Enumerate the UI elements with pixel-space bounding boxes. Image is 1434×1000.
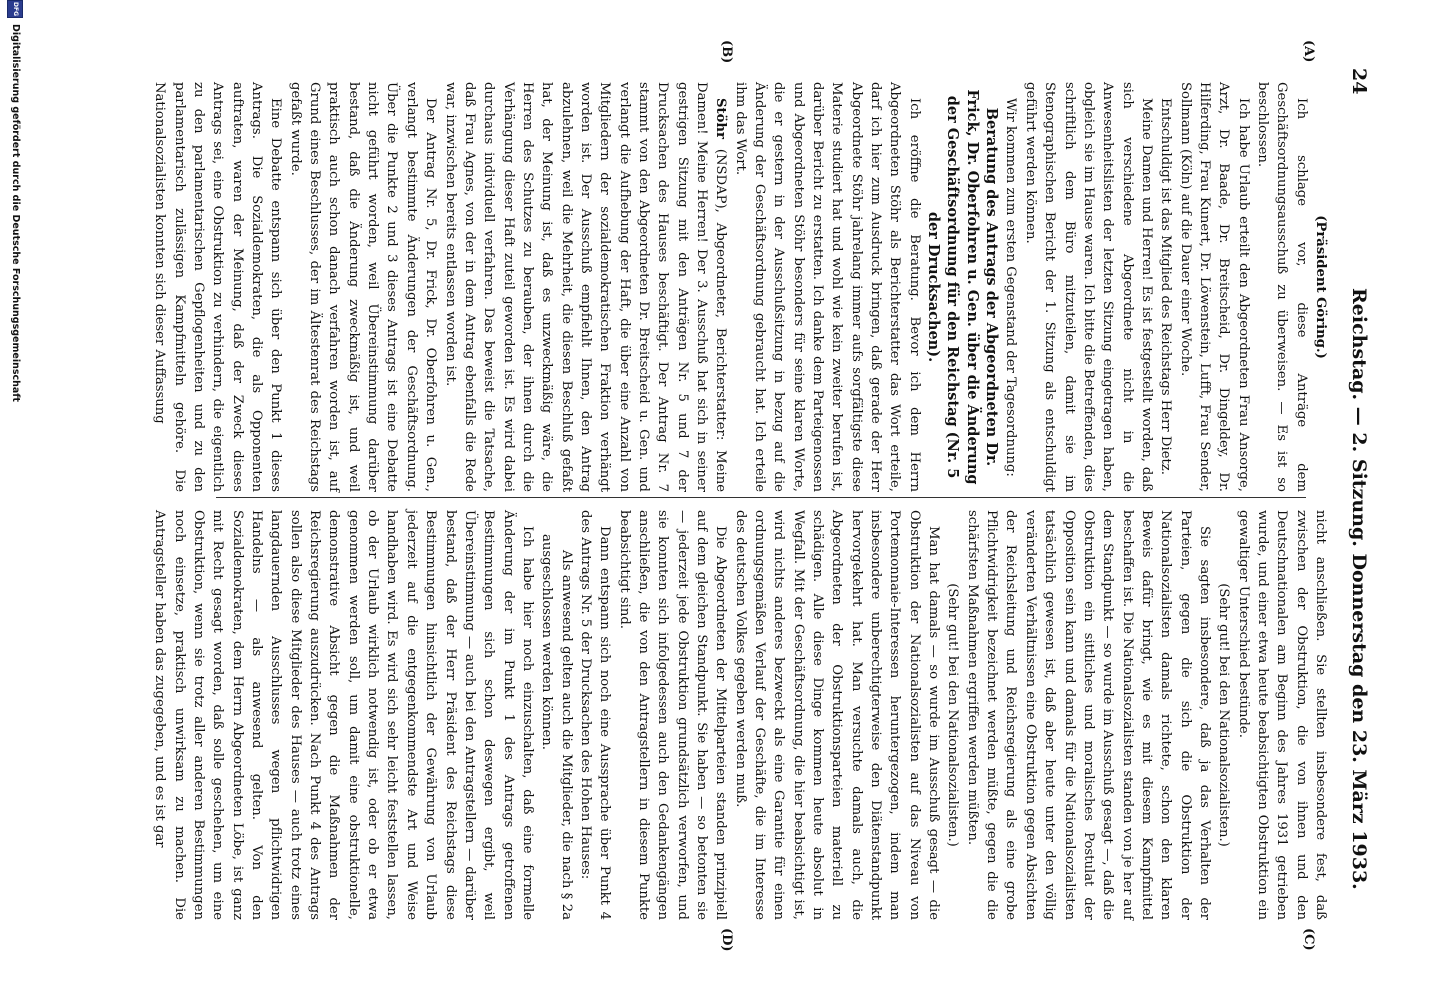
margin-marker-c: (C) [1301,928,1316,951]
paragraph: Entschuldigt ist das Mitglied des Reichstags Herr Dietz. [1158,98,1174,475]
paragraph: Dann entspann sich noch eine Aussprache über Punkt 4 des Antrags Nr. 5 der Drucksachen des Hohen Hauses: [577,510,613,920]
footer-credit-text: Digitalisierung gefördert durch die Deutsche Forschungsgemeinschaft [10,24,21,402]
page-header-title: Reichstag. — 2. Sitzung. Donnerstag den 23. März 1933. [1348,288,1370,890]
margin-marker-a: (A) [1301,40,1316,63]
paragraph: Die Abgeordneten der Mittelparteien standen prinzipiell auf dem gleichen Standpunkt. Sie haben — so betonten sie — jederzeit jede Obstruktion grundsätzlich verworfen, und sie konnten sich infolgedessen auch den Gedankengängen anschließen, die von den Antragstellern in diesem Punkte beabsichtigt sind. [616,510,729,920]
paragraph: Ich habe Urlaub erteilt den Abgeordneten Frau Ansorge, Arzt, Dr. Baade, Dr. Breitscheid, Dr. Dingeldey, Dr. Hilferding, Frau Kunert, Dr. Löwenstein, Lufft, Frau Sender, Sollmann (Köln) auf die Dauer einer Woche. [1177,82,1251,492]
margin-marker-d: (D) [719,928,734,952]
paragraph: Eine Debatte entspann sich über den Punkt 1 dieses Antrags. Die Sozialdemokraten, die als Opponenten auftraten, waren der Meinung, daß der Zweck dieses Antrags sei, eine Obstruktion zu verhindern, die eigentlich zu den parlamentarischen Gepflogenheiten und zu den parlamentarisch zulässigen Kampfmitteln gehöre. Die Nationalsozialisten konnten sich dieser Auffassung [152,82,284,492]
paragraph: Sie sagten insbesondere, daß ja das Verhalten der Parteien, gegen die sich die Obstruktion der Nationalsozialisten damals richtete, schon den klaren Beweis dafür bringt, wie es mit diesem Kampfmittel beschaffen ist. Die Nationalsozialisten standen von je her auf dem Standpunkt — so wurde im Ausschuß gesagt —, daß die Obstruktion ein sittliches und moralisches Postulat der Opposition sein kann und damals für die Nationalsozialisten tatsächlich gewesen ist, daß aber heute unter den völlig veränderten Verhältnissen eine Obstruktion gegen Absichten der Reichsleitung und Reichsregierung als eine grobe Pflichtwidrigkeit bezeichnet werden müßte, gegen die die schärfsten Maßnahmen ergriffen werden müßten. [964,510,1212,920]
paragraph: Wir kommen zum ersten Gegenstand der Tagesordnung: [1003,98,1019,477]
column-divider [216,497,1306,498]
margin-marker-b: (B) [719,40,734,64]
page-header [1342,68,1370,920]
paragraph: nicht anschließen. Sie stellten insbesondere fest, daß zwischen der Obstruktion, die von ihnen und den Deutschnationalen am Beginn des Jahres 1931 getrieben wurde, und einer etwa heute beabsichtigten Obstruktion ein gewaltiger Unterschied bestünde. [1235,510,1328,920]
speaker-name: Stöhr [713,98,729,139]
page-number: 24 [1348,68,1370,95]
paragraph: Der Antrag Nr. 5, Dr. Frick, Dr. Oberfohren u. Gen., verlangt bestimmte Änderungen der Geschäftsordnung. Über die Punkte 2 und 3 dieses Antrags ist eine Debatte nicht geführt worden, weil Übereinstimmung darüber bestand, daß die Änderung zweckmäßig ist, und weil praktisch auch schon danach verfahren worden ist, auf Grund eines Beschlusses, der im Ältestenrat des Reichstags gefaßt wurde. [287,82,439,492]
paragraph [440,82,730,492]
quoted-provision: Als anwesend gelten auch die Mitglieder, die nach § 2a ausgeschlossen werden können. [539,534,574,920]
dfg-logo-icon: DFG [7,0,23,18]
paragraph: Ich schlage vor, diese Anträge dem Geschäftsordnungsausschuß zu überweisen. — Es ist so beschlossen. [1254,82,1309,492]
paragraph: Ich habe hier noch einzuschalten, daß eine formelle Änderung der im Punkt 1 des Antrags getroffenen Bestimmungen sich schon deswegen ergibt, weil Übereinstimmung — auch bei den Antragstellern — darüber bestand, daß der Herr Präsident des Reichstags diese Bestimmungen hinsichtlich der Gewährung von Urlaub jederzeit auf die entgegenkommendste Art und Weise handhaben wird. Es wird sich sehr leicht feststellen lassen, ob der Urlaub wirklich notwendig ist, oder ob er etwa genommen werden soll, um damit eine obstruktionelle, demonstrative Absicht gegen die Maßnahmen der Reichsregierung auszudrücken. Nach Punkt 4 des Antrags sollen also diese Mitglieder des Hauses — auch trotz eines langdauernden Ausschlusses wegen pflichtwidrigen Handelns — als anwesend gelten. Von den Sozialdemokraten, dem Herrn Abgeordneten Löbe, ist ganz mit Recht gesagt worden, daß solle geschehen, um eine Obstruktion, wenn sie trotz aller anderen Bestimmungen noch einsetze, praktisch unwirksam zu machen. Die Antragsteller haben das zugegeben, und es ist gar [152,510,535,920]
agenda-item-heading: Beratung des Antrags der Abgeordneten Dr. Frick, Dr. Oberfohren u. Gen. über die Änderung der Geschäftsordnung für den Reichstag (Nr. 5 der Drucksachen). [925,89,1001,485]
paragraph: Ich eröffne die Beratung. Bevor ich dem Herrn Abgeordneten Stöhr als Berichterstatter das Wort erteile, darf ich hier zum Ausdruck bringen, daß gerade der Herr Abgeordnete Stöhr jahrelang immer aufs sorgfältigste diese Materie studiert hat und wohl wie kein zweiter berufen ist, darüber Bericht zu erstatten. Ich danke dem Parteigenossen und Abgeordneten Stöhr besonders für seine klaren Worte, die er gestern in der Ausschußsitzung in bezug auf die Änderung der Geschäftsordnung gebraucht hat. Ich erteile ihm das Wort. [732,82,922,492]
speech-text: (NSDAP), Abgeordneter, Berichterstatter: Meine Damen! Meine Herren! Der 3. Ausschuß hat sich in seiner gestrigen Sitzung mit den Anträgen Nr. 5 und 7 der Drucksachen des Hauses beschäftigt. Der Antrag Nr. 7 stammt von den Abgeordneten Dr. Breitscheid u. Gen. und verlangt die Aufhebung der Haft, die über eine Anzahl von Mitgliedern der sozialdemokratischen Fraktion verhängt worden ist. Der Ausschuß empfiehlt Ihnen, den Antrag abzulehnen, weil die Mehrheit, die diesen Beschluß gefaßt hat, der Meinung ist, daß es unzweckmäßig wäre, die Herren des Schutzes zu berauben, der ihnen durch die Verhängung dieser Haft zuteil geworden ist. Es wird dabei durchaus individuell verfahren. Das beweist die Tatsache, daß Frau Agnes, von der in dem Antrag ebenfalls die Rede war, inzwischen bereits entlassen worden ist. [442,82,729,492]
interjection: (Sehr gut! bei den Nationalsozialisten.) [1216,583,1232,847]
left-column [150,82,1330,492]
paragraph: Meine Damen und Herren! Es ist festgestellt worden, daß sich verschiedene Abgeordnete nicht in die Anwesenheitslisten der letzten Sitzung eingetragen haben, obgleich sie im Hause waren. Ich bitte die Betreffenden, dies schriftlich dem Büro mitzuteilen, damit sie im Stenographischen Bericht der 1. Sitzung als entschuldigt geführt werden können. [1022,82,1154,492]
paragraph: Man hat damals — so wurde im Ausschuß gesagt — die Obstruktion der Nationalsozialisten auf das Niveau von Portemonnaie-Interessen heruntergezogen, indem man insbesondere unberechtigterweise den Diätenstandpunkt hervorgekehrt hat. Man versuchte damals auch, die Abgeordneten der Obstruktionsparteien materiell zu schädigen. Alle diese Dinge kommen heute absolut in Wegfall. Mit der Geschäftsordnung, die hier beabsichtigt ist, wird nichts anderes bezweckt als eine Garantie für einen ordnungsgemäßen Verlauf der Geschäfte, die im Interesse des deutschen Volkes gegeben werden muß. [732,510,942,920]
speaker-label: (Präsident Göring.) [1313,215,1328,359]
interjection: (Sehr gut! bei den Nationalsozialisten.) [945,583,961,847]
right-column [150,510,1330,920]
